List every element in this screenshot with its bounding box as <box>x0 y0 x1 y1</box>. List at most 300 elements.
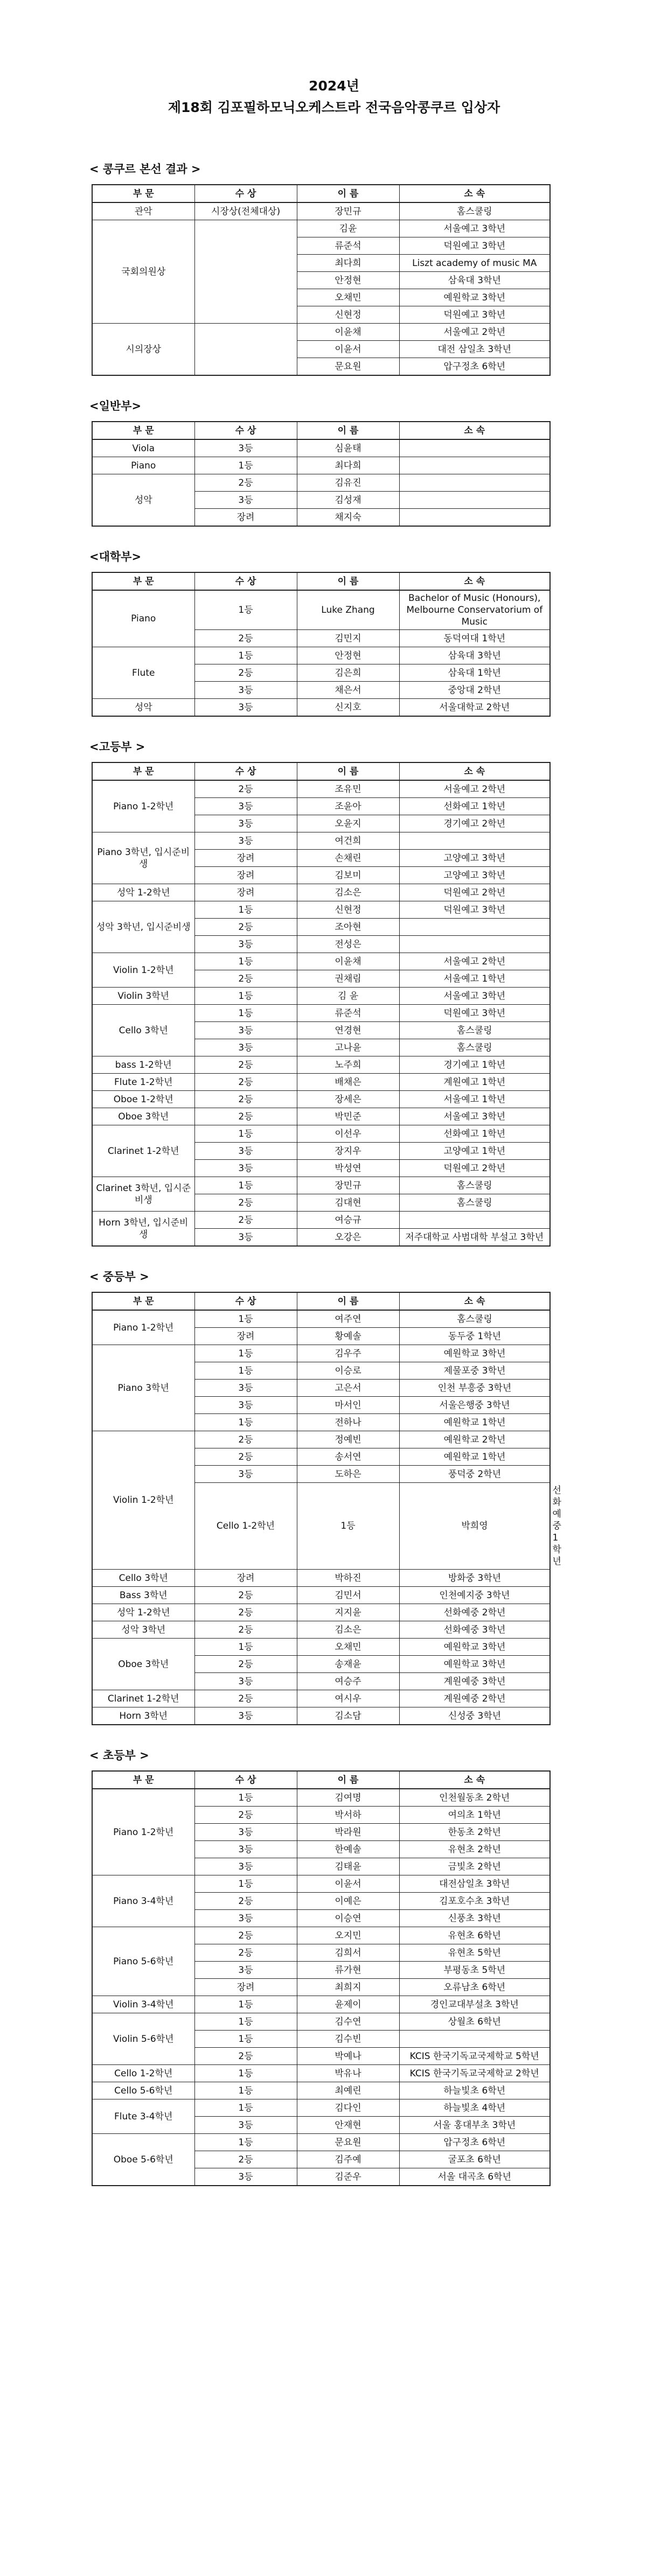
name-cell: 박라원 <box>297 1824 399 1841</box>
affiliation-cell: 서울예고 1학년 <box>399 970 550 988</box>
affiliation-cell: 덕원예고 2학년 <box>399 1160 550 1177</box>
award-cell: 3등 <box>194 439 297 457</box>
award-cell: 1등 <box>194 2031 297 2048</box>
category-cell: 성악 1-2학년 <box>92 884 194 901</box>
table-row <box>92 2013 550 2031</box>
affiliation-cell: 한동초 2학년 <box>399 1824 550 1841</box>
document-title: 제18회 김포필하모닉오케스트라 전국음악콩쿠르 입상자 <box>168 100 500 115</box>
name-cell: 여승주 <box>297 1673 399 1690</box>
affiliation-cell: 풍덕중 2학년 <box>399 1466 550 1483</box>
affiliation-cell: 서울은행중 3학년 <box>399 1397 550 1414</box>
results-section <box>89 738 549 1247</box>
award-cell: 3등 <box>194 1824 297 1841</box>
award-cell: 3등 <box>194 1397 297 1414</box>
name-cell: 이윤채 <box>297 324 399 341</box>
affiliation-cell: 김포호수초 3학년 <box>399 1893 550 1910</box>
affiliation-cell: 서울 홍대부초 3학년 <box>399 2117 550 2134</box>
award-cell: 2등 <box>194 1604 297 1621</box>
affiliation-cell: 서울대학교 2학년 <box>399 699 550 717</box>
category-cell: Cello 3학년 <box>92 1570 194 1587</box>
table-header-row <box>92 185 550 202</box>
category-cell: Violin 3-4학년 <box>92 1996 194 2013</box>
name-cell: 채은서 <box>297 682 399 699</box>
name-cell: 김태윤 <box>297 1858 399 1875</box>
name-cell: 김수연 <box>297 2013 399 2031</box>
affiliation-cell: 부평동초 5학년 <box>399 1962 550 1979</box>
affiliation-cell: 홈스쿨링 <box>399 1310 550 1328</box>
table-row <box>92 1345 550 1362</box>
award-cell: 2등 <box>194 1893 297 1910</box>
affiliation-cell: 중앙대 2학년 <box>399 682 550 699</box>
award-cell: 2등 <box>194 630 297 647</box>
name-cell: 이윤서 <box>297 1875 399 1893</box>
award-cell: 1등 <box>194 1414 297 1431</box>
award-cell: 3등 <box>194 936 297 953</box>
name-cell: 안재현 <box>297 2117 399 2134</box>
name-cell: 김소담 <box>297 1707 399 1725</box>
affiliation-cell: 홈스쿨링 <box>399 202 550 220</box>
award-cell: 2등 <box>194 1056 297 1074</box>
affiliation-cell: 고양예고 3학년 <box>399 850 550 867</box>
award-cell: 1등 <box>194 1996 297 2013</box>
award-cell: 2등 <box>194 1944 297 1962</box>
award-cell: 2등 <box>194 2048 297 2065</box>
name-cell: 연경현 <box>297 1022 399 1039</box>
name-cell: 김민서 <box>297 1587 399 1604</box>
category-cell: Piano <box>92 457 194 474</box>
section-heading: <일반부> <box>89 400 142 412</box>
affiliation-cell: 홈스쿨링 <box>399 1022 550 1039</box>
affiliation-cell: 덕원예고 3학년 <box>399 306 550 324</box>
award-cell: 1등 <box>194 590 297 630</box>
name-cell: 장지우 <box>297 1143 399 1160</box>
name-cell: 김대현 <box>297 1194 399 1212</box>
award-cell: 장려 <box>194 850 297 867</box>
affiliation-cell: 예원학교 3학년 <box>399 1345 550 1362</box>
affiliation-cell <box>399 2031 550 2048</box>
table-header-row <box>92 422 550 439</box>
header-affiliation: 소 속 <box>399 422 550 439</box>
award-cell: 장려 <box>194 1979 297 1996</box>
award-cell: 3등 <box>194 1841 297 1858</box>
results-table <box>92 184 551 376</box>
name-cell: 장민규 <box>297 1177 399 1194</box>
affiliation-cell <box>399 509 550 527</box>
award-cell: 3등 <box>194 2117 297 2134</box>
award-cell: 2등 <box>194 970 297 988</box>
affiliation-cell: 서울예고 3학년 <box>399 1108 550 1125</box>
section-heading: < 중등부 > <box>89 1270 149 1283</box>
name-cell: 조윤아 <box>297 798 399 815</box>
award-cell: 1등 <box>194 2065 297 2082</box>
name-cell: 조유민 <box>297 780 399 798</box>
category-cell: Cello 1-2학년 <box>92 2065 194 2082</box>
affiliation-cell: 선화예중 3학년 <box>399 1621 550 1639</box>
name-cell: 김유진 <box>297 474 399 492</box>
name-cell: 박성연 <box>297 1160 399 1177</box>
category-cell: Oboe 5-6학년 <box>92 2134 194 2186</box>
affiliation-cell <box>399 832 550 850</box>
category-cell: Viola <box>92 439 194 457</box>
award-cell: 장려 <box>194 509 297 527</box>
affiliation-cell <box>399 492 550 509</box>
results-section <box>89 548 549 717</box>
name-cell: 조아현 <box>297 919 399 936</box>
header-name: 이 름 <box>297 1292 399 1310</box>
affiliation-cell: 덕원예고 3학년 <box>399 1005 550 1022</box>
name-cell: 여승규 <box>297 1212 399 1229</box>
name-cell: 오채민 <box>297 289 399 306</box>
name-cell: 김준우 <box>297 2168 399 2186</box>
name-cell: 박예나 <box>297 2048 399 2065</box>
header-affiliation: 소 속 <box>399 572 550 590</box>
name-cell: 여건희 <box>297 832 399 850</box>
affiliation-cell: 홈스쿨링 <box>399 1177 550 1194</box>
header-award: 수 상 <box>194 762 297 780</box>
name-cell: 문요원 <box>297 358 399 376</box>
award-cell: 2등 <box>194 474 297 492</box>
name-cell: 송서연 <box>297 1448 399 1466</box>
category-cell: Piano <box>92 590 194 647</box>
table-row <box>92 474 550 492</box>
affiliation-cell: 대전삼일초 3학년 <box>399 1875 550 1893</box>
category-cell: 시의장상 <box>92 324 194 376</box>
name-cell: 류준석 <box>297 237 399 255</box>
results-section <box>89 160 549 376</box>
name-cell: 도하은 <box>297 1466 399 1483</box>
affiliation-cell: 덕원예고 3학년 <box>399 901 550 919</box>
table-row <box>92 1177 550 1194</box>
table-row <box>92 832 550 850</box>
affiliation-cell: Liszt academy of music MA <box>399 255 550 272</box>
affiliation-cell: 고양예고 3학년 <box>399 867 550 884</box>
award-cell: 1등 <box>194 901 297 919</box>
affiliation-cell: 계원예중 2학년 <box>399 1690 550 1707</box>
award-cell: 1등 <box>194 953 297 970</box>
table-row <box>92 457 550 474</box>
affiliation-cell: 인천 부흥중 3학년 <box>399 1380 550 1397</box>
name-cell: 박서하 <box>297 1807 399 1824</box>
affiliation-cell: 대전 삼일초 3학년 <box>399 341 550 358</box>
table-row <box>92 1587 550 1604</box>
affiliation-cell: 서울예고 2학년 <box>399 324 550 341</box>
affiliation-cell <box>399 457 550 474</box>
name-cell: 장민규 <box>297 202 399 220</box>
affiliation-cell: 신풍초 3학년 <box>399 1910 550 1927</box>
header-award: 수 상 <box>194 1292 297 1310</box>
award-cell: 3등 <box>194 1160 297 1177</box>
results-section <box>89 1747 549 2186</box>
award-cell: 1등 <box>194 1005 297 1022</box>
affiliation-cell: 덕원예고 3학년 <box>399 237 550 255</box>
table-header-row <box>92 1771 550 1789</box>
header-category: 부 문 <box>92 1771 194 1789</box>
award-cell: 1등 <box>194 988 297 1005</box>
affiliation-cell: 제물포중 3학년 <box>399 1362 550 1380</box>
name-cell: 김다인 <box>297 2099 399 2117</box>
award-cell: 1등 <box>194 1789 297 1807</box>
award-cell <box>194 324 297 376</box>
table-row <box>92 1005 550 1022</box>
category-cell: 성악 3학년 <box>92 1621 194 1639</box>
header-category: 부 문 <box>92 762 194 780</box>
affiliation-cell: 예원학교 2학년 <box>399 1431 550 1448</box>
affiliation-cell: KCIS 한국기독교국제학교 2학년 <box>399 2065 550 2082</box>
award-cell: 2등 <box>194 664 297 682</box>
affiliation-cell: 서울 대곡초 6학년 <box>399 2168 550 2186</box>
award-cell: 1등 <box>194 1310 297 1328</box>
affiliation-cell: 경인교대부설초 3학년 <box>399 1996 550 2013</box>
award-cell: 2등 <box>194 919 297 936</box>
affiliation-cell: 삼육대 3학년 <box>399 647 550 664</box>
affiliation-cell: 홈스쿨링 <box>399 1194 550 1212</box>
table-row <box>92 953 550 970</box>
results-section <box>89 397 549 527</box>
table-header-row <box>92 1292 550 1310</box>
affiliation-cell: 삼육대 1학년 <box>399 664 550 682</box>
affiliation-cell: 상월초 6학년 <box>399 2013 550 2031</box>
affiliation-cell: 동두중 1학년 <box>399 1328 550 1345</box>
category-cell: Clarinet 3학년, 입시준비생 <box>92 1177 194 1212</box>
category-cell: Clarinet 1-2학년 <box>92 1690 194 1707</box>
table-row <box>92 1125 550 1143</box>
name-cell: 고은서 <box>297 1380 399 1397</box>
name-cell: 여주연 <box>297 1310 399 1328</box>
table-row <box>92 2099 550 2117</box>
results-sections <box>0 160 668 2186</box>
table-row <box>92 1996 550 2013</box>
section-heading: <대학부> <box>89 550 142 563</box>
table-row <box>92 1091 550 1108</box>
affiliation-cell <box>399 439 550 457</box>
award-cell: 2등 <box>194 1108 297 1125</box>
category-cell: 관악 <box>92 202 194 220</box>
table-row <box>92 884 550 901</box>
name-cell: 마서인 <box>297 1397 399 1414</box>
award-cell: 1등 <box>194 457 297 474</box>
name-cell: 신현정 <box>297 306 399 324</box>
award-cell: 3등 <box>194 1022 297 1039</box>
award-cell: 1등 <box>194 1345 297 1362</box>
award-cell: 2등 <box>194 1194 297 1212</box>
name-cell: 김수빈 <box>297 2031 399 2048</box>
award-cell: 장려 <box>194 884 297 901</box>
name-cell: 김희서 <box>297 1944 399 1962</box>
category-cell: Piano 3-4학년 <box>92 1875 194 1927</box>
name-cell: 여시우 <box>297 1690 399 1707</box>
results-table <box>92 1292 561 1725</box>
name-cell: 이승로 <box>297 1362 399 1380</box>
name-cell: 신지호 <box>297 699 399 717</box>
table-row <box>92 699 550 717</box>
name-cell: 전하나 <box>297 1414 399 1431</box>
results-section <box>89 1268 561 1725</box>
category-cell: Flute 1-2학년 <box>92 1074 194 1091</box>
name-cell: 김보미 <box>297 867 399 884</box>
header-award: 수 상 <box>194 185 297 202</box>
results-table <box>92 572 551 717</box>
award-cell: 장려 <box>194 1570 297 1587</box>
affiliation-cell <box>399 474 550 492</box>
category-cell: Flute <box>92 647 194 699</box>
header-affiliation: 소 속 <box>399 1292 550 1310</box>
affiliation-cell: 압구정초 6학년 <box>399 2134 550 2151</box>
affiliation-cell: 유현초 6학년 <box>399 1927 550 1944</box>
category-cell: Oboe 1-2학년 <box>92 1091 194 1108</box>
table-row <box>92 590 550 630</box>
affiliation-cell: 오류남초 6학년 <box>399 1979 550 1996</box>
header-award: 수 상 <box>194 1771 297 1789</box>
affiliation-cell: 예원학교 1학년 <box>399 1448 550 1466</box>
category-cell: Cello 1-2학년 <box>194 1483 297 1570</box>
name-cell: 손채린 <box>297 850 399 867</box>
table-row <box>92 1789 550 1807</box>
name-cell: 최다희 <box>297 457 399 474</box>
category-cell: Violin 1-2학년 <box>92 1431 194 1570</box>
affiliation-cell: 고양예고 1학년 <box>399 1143 550 1160</box>
award-cell: 1등 <box>194 1362 297 1380</box>
name-cell: 최예린 <box>297 2082 399 2099</box>
header-affiliation: 소 속 <box>399 1771 550 1789</box>
award-cell: 1등 <box>194 1177 297 1194</box>
award-cell: 1등 <box>194 1875 297 1893</box>
table-row <box>92 1056 550 1074</box>
affiliation-cell: 서울예고 3학년 <box>399 220 550 237</box>
award-cell: 3등 <box>194 798 297 815</box>
award-cell: 2등 <box>194 1431 297 1448</box>
table-row <box>92 1310 550 1328</box>
award-cell: 2등 <box>194 1091 297 1108</box>
table-row <box>92 780 550 798</box>
affiliation-cell <box>399 1212 550 1229</box>
name-cell: 지지윤 <box>297 1604 399 1621</box>
title-block <box>0 75 668 118</box>
table-row <box>92 202 550 220</box>
section-heading: < 콩쿠르 본선 결과 > <box>89 163 201 176</box>
table-row <box>92 1108 550 1125</box>
category-cell: 성악 <box>92 699 194 717</box>
award-cell: 1등 <box>194 2013 297 2031</box>
category-cell: Violin 1-2학년 <box>92 953 194 988</box>
name-cell: 김윤 <box>297 220 399 237</box>
award-cell: 3등 <box>194 1229 297 1247</box>
name-cell: 김민지 <box>297 630 399 647</box>
table-row <box>92 2065 550 2082</box>
header-award: 수 상 <box>194 572 297 590</box>
header-affiliation: 소 속 <box>399 762 550 780</box>
award-cell: 1등 <box>194 1125 297 1143</box>
name-cell: 김주예 <box>297 2151 399 2168</box>
award-cell: 2등 <box>194 780 297 798</box>
category-cell: Oboe 3학년 <box>92 1108 194 1125</box>
affiliation-cell: 예원학교 3학년 <box>399 289 550 306</box>
header-name: 이 름 <box>297 185 399 202</box>
affiliation-cell <box>399 936 550 953</box>
award-cell: 3등 <box>194 1673 297 1690</box>
header-name: 이 름 <box>297 1771 399 1789</box>
affiliation-cell: 예원학교 1학년 <box>399 1414 550 1431</box>
affiliation-cell: 방화중 3학년 <box>399 1570 550 1587</box>
name-cell: 이승연 <box>297 1910 399 1927</box>
category-cell: Horn 3학년, 입시준비생 <box>92 1212 194 1247</box>
affiliation-cell: 홈스쿨링 <box>399 1039 550 1056</box>
award-cell: 2등 <box>194 1927 297 1944</box>
table-row <box>92 1074 550 1091</box>
name-cell: 권채림 <box>297 970 399 988</box>
award-cell: 3등 <box>194 1466 297 1483</box>
affiliation-cell: 인천예지중 3학년 <box>399 1587 550 1604</box>
category-cell: Violin 3학년 <box>92 988 194 1005</box>
name-cell: 김여명 <box>297 1789 399 1807</box>
header-category: 부 문 <box>92 185 194 202</box>
affiliation-cell: 덕원예고 2학년 <box>399 884 550 901</box>
affiliation-cell: 굴포초 6학년 <box>399 2151 550 2168</box>
name-cell: 박희영 <box>399 1483 550 1570</box>
award-cell: 2등 <box>194 1212 297 1229</box>
name-cell: 박민준 <box>297 1108 399 1125</box>
name-cell: 송재윤 <box>297 1656 399 1673</box>
affiliation-cell: 유현초 5학년 <box>399 1944 550 1962</box>
award-cell: 2등 <box>194 1621 297 1639</box>
category-cell: Clarinet 1-2학년 <box>92 1125 194 1177</box>
award-cell: 2등 <box>194 1587 297 1604</box>
award-cell: 1등 <box>194 1639 297 1656</box>
award-cell: 3등 <box>194 1962 297 1979</box>
name-cell: 박하진 <box>297 1570 399 1587</box>
affiliation-cell: 인천월동초 2학년 <box>399 1789 550 1807</box>
affiliation-cell: 압구정초 6학년 <box>399 358 550 376</box>
affiliation-cell: 선화예고 1학년 <box>399 798 550 815</box>
award-cell: 장려 <box>194 867 297 884</box>
award-cell: 3등 <box>194 1707 297 1725</box>
affiliation-cell: 여의초 1학년 <box>399 1807 550 1824</box>
award-cell: 2등 <box>194 1448 297 1466</box>
award-cell: 2등 <box>194 1074 297 1091</box>
award-cell: 3등 <box>194 1910 297 1927</box>
name-cell: 오강은 <box>297 1229 399 1247</box>
name-cell: 김은희 <box>297 664 399 682</box>
header-award: 수 상 <box>194 422 297 439</box>
award-cell: 3등 <box>194 2168 297 2186</box>
affiliation-cell: 예원학교 3학년 <box>399 1639 550 1656</box>
affiliation-cell: 선화예중 2학년 <box>399 1604 550 1621</box>
name-cell: 전성은 <box>297 936 399 953</box>
table-header-row <box>92 572 550 590</box>
name-cell: 류가현 <box>297 1962 399 1979</box>
name-cell: 김성재 <box>297 492 399 509</box>
name-cell: 김 윤 <box>297 988 399 1005</box>
award-cell: 1등 <box>297 1483 399 1570</box>
award-cell: 장려 <box>194 1328 297 1345</box>
award-cell: 3등 <box>194 815 297 832</box>
section-heading: <고등부 > <box>89 740 145 753</box>
name-cell: 채지숙 <box>297 509 399 527</box>
name-cell: 오지민 <box>297 1927 399 1944</box>
name-cell: 김우주 <box>297 1345 399 1362</box>
award-cell: 3등 <box>194 682 297 699</box>
category-cell: Piano 1-2학년 <box>92 780 194 832</box>
affiliation-cell: 하늘빛초 6학년 <box>399 2082 550 2099</box>
name-cell: Luke Zhang <box>297 590 399 630</box>
name-cell: 이선우 <box>297 1125 399 1143</box>
name-cell: 노주희 <box>297 1056 399 1074</box>
name-cell: 최다희 <box>297 255 399 272</box>
table-row <box>92 1431 550 1448</box>
award-cell: 시장상(전체대상) <box>194 202 297 220</box>
table-row <box>92 1690 550 1707</box>
results-table <box>92 762 551 1247</box>
category-cell: Violin 5-6학년 <box>92 2013 194 2065</box>
